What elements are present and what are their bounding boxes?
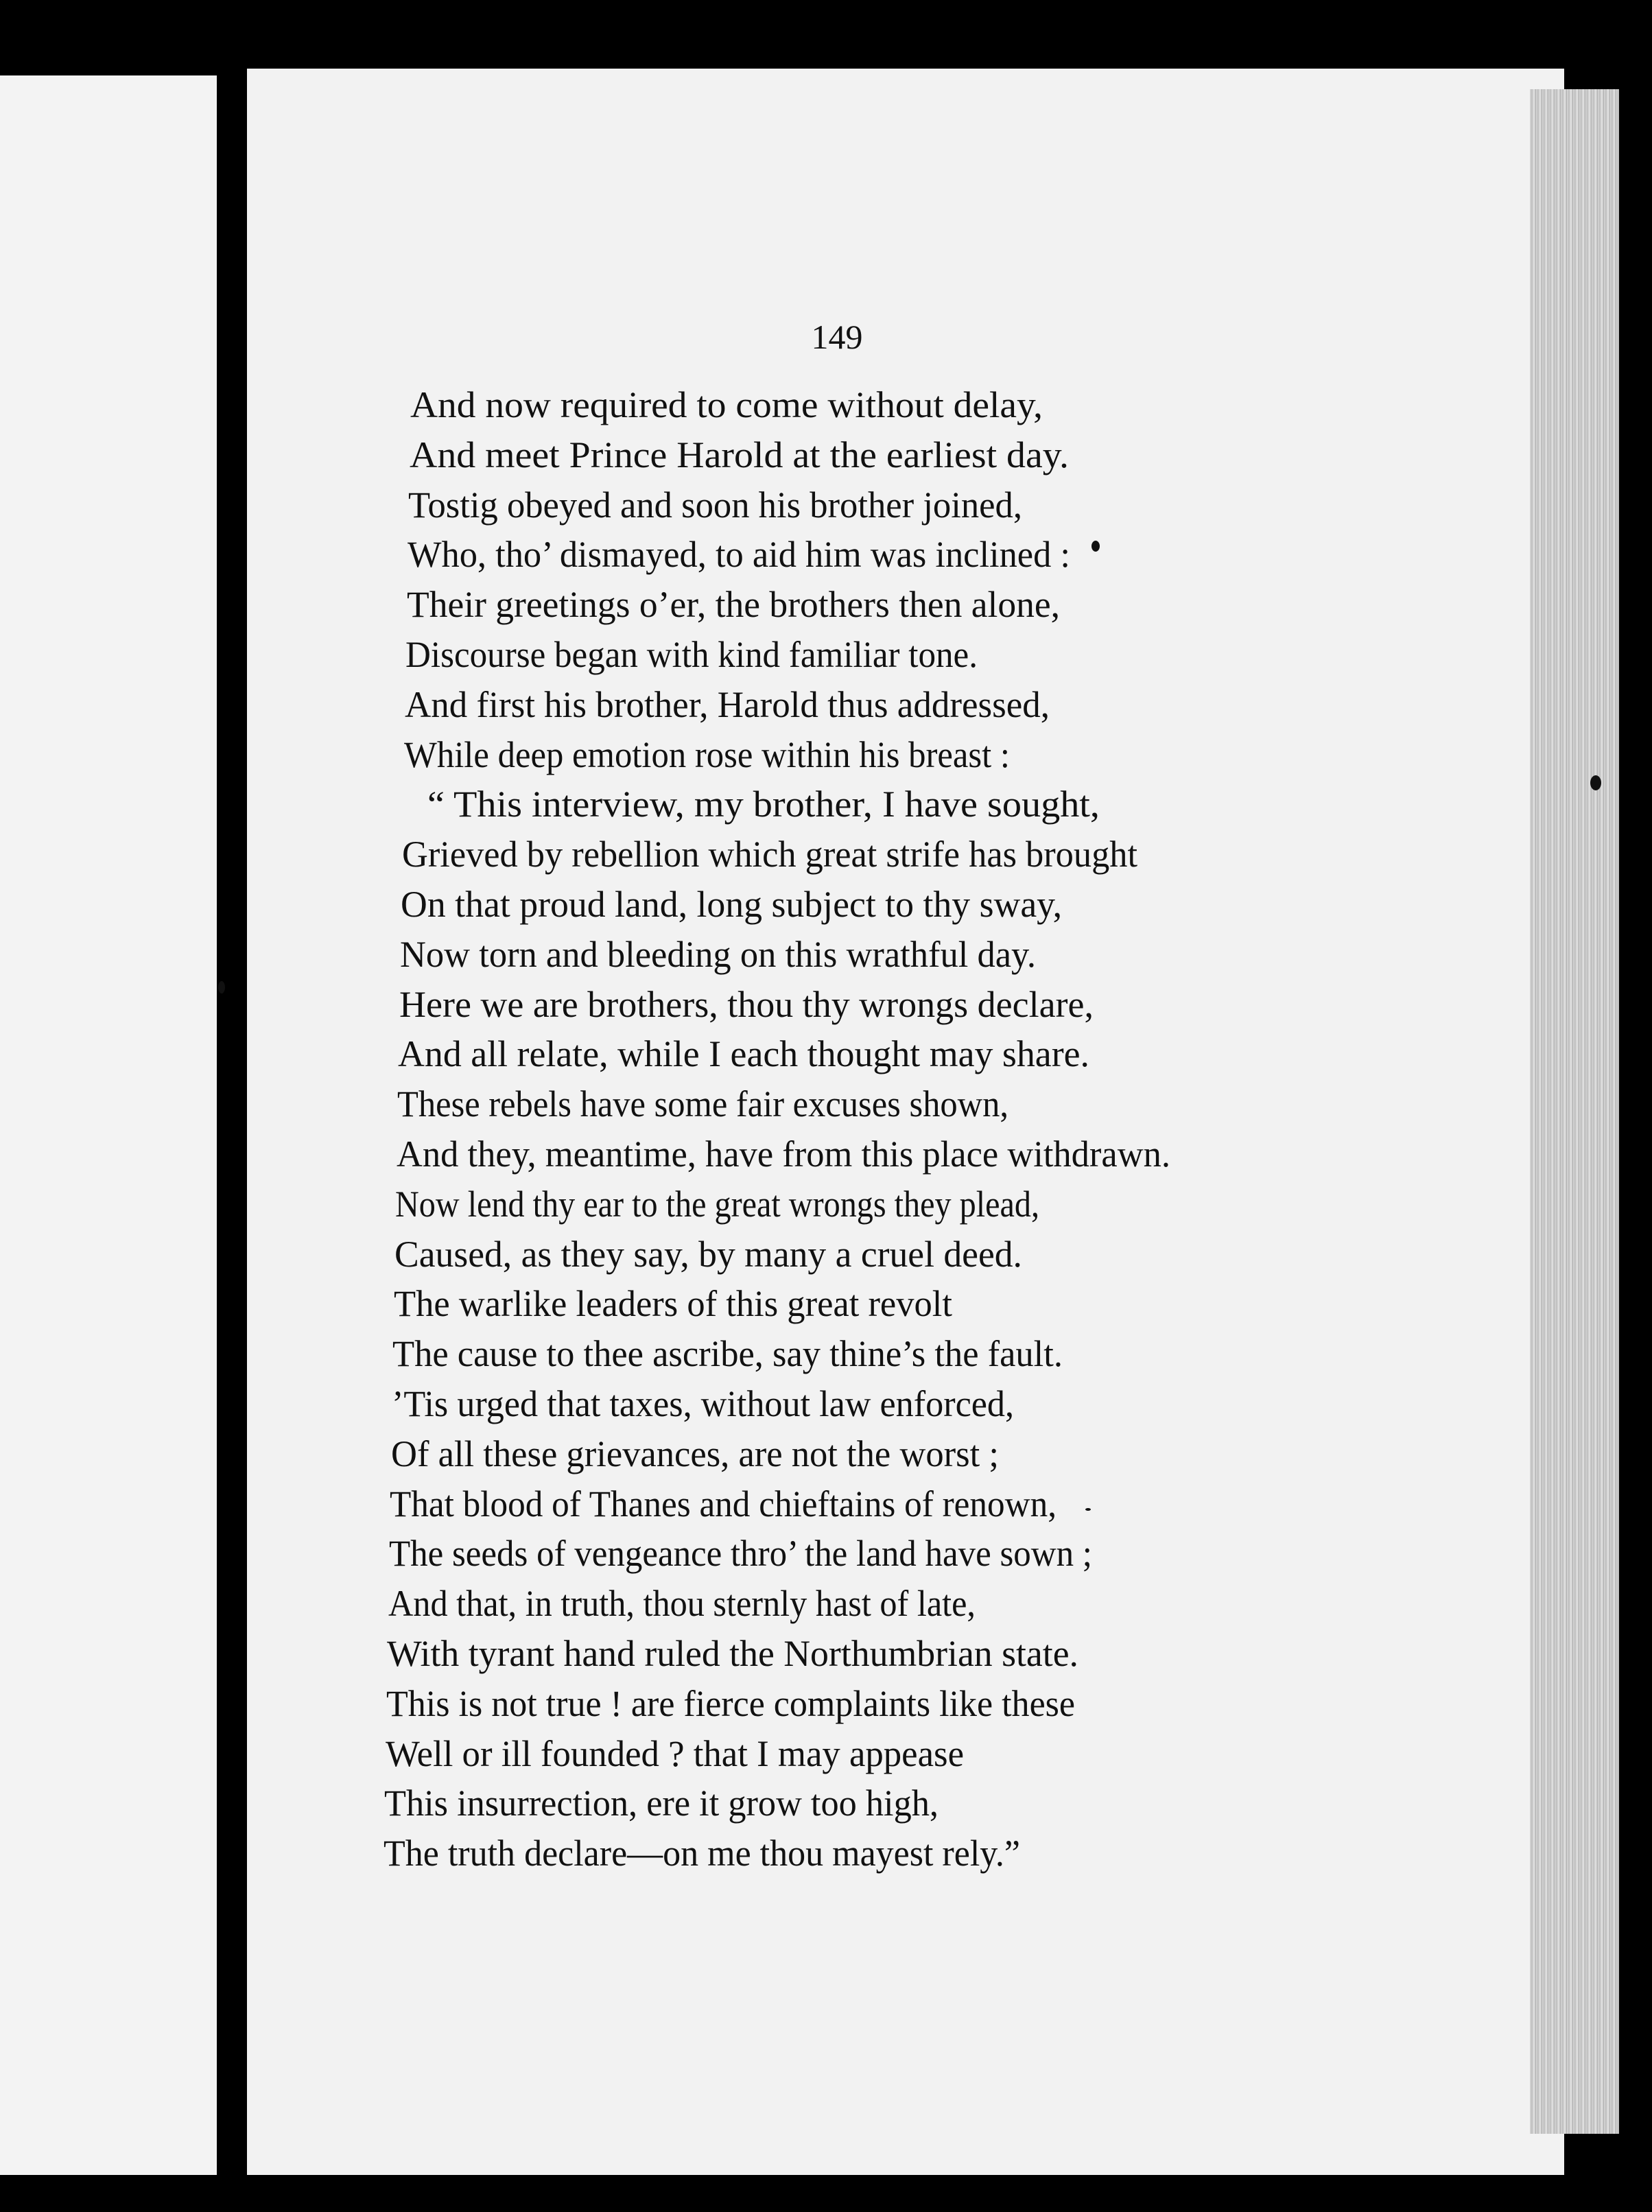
poem-line: That blood of Thanes and chieftains of renown,	[390, 1483, 1057, 1525]
poem-line: Their greetings o’er, the brothers then alone,	[407, 584, 1061, 625]
poem-line: And meet Prince Harold at the earliest day.	[410, 434, 1070, 475]
poem-line: This insurrection, ere it grow too high,	[384, 1782, 939, 1824]
poem-line: ’Tis urged that taxes, without law enforced,	[392, 1383, 1015, 1424]
poem-line: And now required to come without delay,	[410, 384, 1043, 425]
poem-line: Grieved by rebellion which great strife has brought	[402, 834, 1138, 875]
poem-line: Here we are brothers, thou thy wrongs declare,	[399, 984, 1094, 1025]
poem-line: The seeds of vengeance thro’ the land have sown ;	[389, 1533, 1092, 1574]
poem-line: With tyrant hand ruled the Northumbrian state.	[387, 1633, 1078, 1674]
poem-line: Now lend thy ear to the great wrongs they plead,	[395, 1184, 1039, 1225]
ink-speck	[1092, 541, 1100, 552]
poem-line: And that, in truth, thou sternly hast of late,	[388, 1583, 976, 1624]
poem-line: The cause to thee ascribe, say thine’s the fault.	[392, 1333, 1063, 1374]
ink-speck	[1590, 775, 1601, 790]
ink-speck	[218, 981, 225, 993]
poem-line: Tostig obeyed and soon his brother joined,	[408, 484, 1022, 526]
poem-line: And first his brother, Harold thus addressed,	[405, 684, 1050, 725]
poem-line: Who, tho’ dismayed, to aid him was inclined :	[408, 534, 1070, 575]
poem-line: The warlike leaders of this great revolt	[394, 1283, 952, 1324]
ink-speck	[1085, 1508, 1091, 1511]
poem-line: These rebels have some fair excuses shown,	[397, 1083, 1009, 1125]
poem-line: And they, meantime, have from this place withdrawn.	[397, 1133, 1171, 1175]
poem-line: While deep emotion rose within his breast :	[404, 734, 1011, 775]
poem-line: “ This interview, my brother, I have sought,	[427, 784, 1100, 825]
poem-line: And all relate, while I each thought may share.	[398, 1033, 1090, 1074]
poem-line: Well or ill founded ? that I may appease	[386, 1733, 965, 1774]
poem-line: Now torn and bleeding on this wrathful day.	[400, 934, 1037, 975]
poem-line: The truth declare—on me thou mayest rely.”	[384, 1833, 1021, 1874]
poem-line: Caused, as they say, by many a cruel deed.	[394, 1234, 1022, 1275]
poem-line: Of all these grievances, are not the worst ;	[391, 1433, 999, 1474]
poem-line: This is not true ! are fierce complaints like these	[386, 1683, 1075, 1724]
poem-line: Discourse began with kind familiar tone.	[405, 634, 978, 675]
page-number: 149	[811, 318, 863, 356]
poem-line: On that proud land, long subject to thy sway,	[401, 884, 1063, 925]
